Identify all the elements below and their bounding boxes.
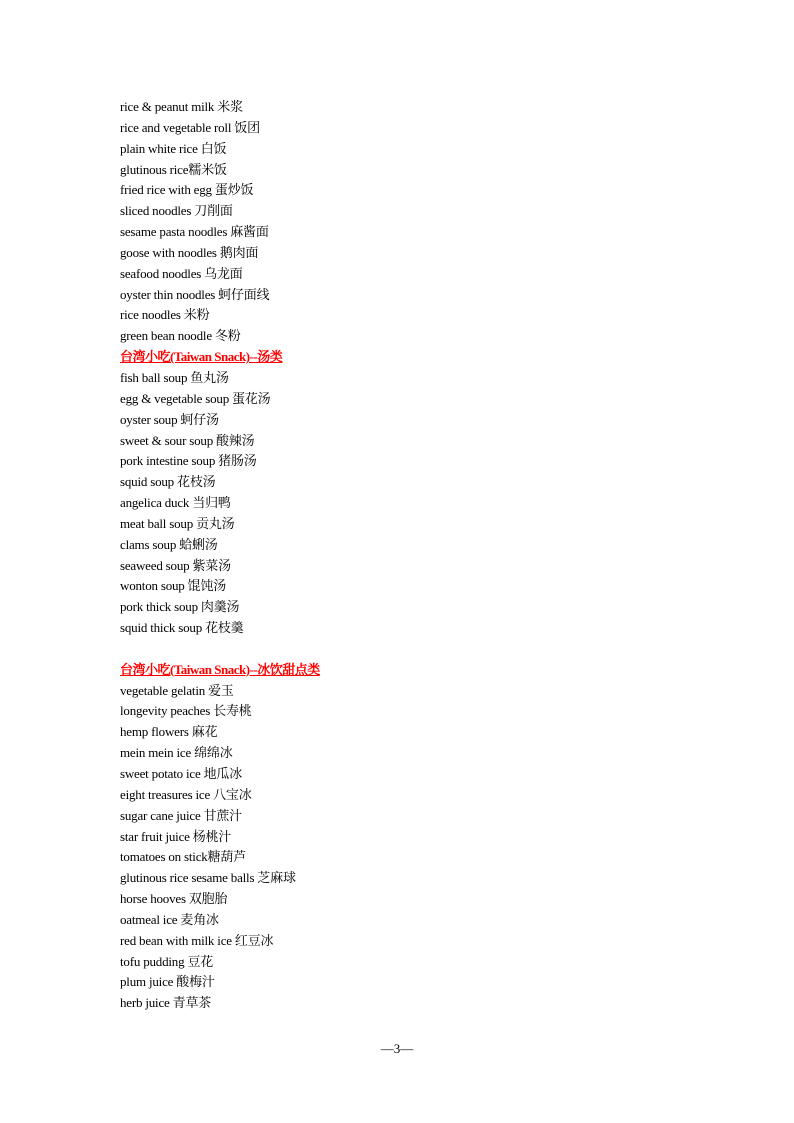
list-item: oyster thin noodles 蚵仔面线 [120,286,270,302]
list-item: sliced noodles 刀削面 [120,203,233,219]
list-item: oatmeal ice 麦角冰 [120,911,219,927]
list-item: wonton soup 馄饨汤 [120,578,227,594]
list-item: oyster soup 蚵仔汤 [120,411,219,427]
list-item: tomatoes on stick糖葫芦 [120,849,246,865]
list-item: rice noodles 米粉 [120,307,210,323]
list-item: seaweed soup 紫菜汤 [120,557,231,573]
list-item: horse hooves 双胞胎 [120,891,228,907]
list-item: egg & vegetable soup 蛋花汤 [120,390,271,406]
document-body [120,97,720,1014]
list-item: star fruit juice 杨桃汁 [120,828,232,844]
list-item: angelica duck 当归鸭 [120,495,231,511]
list-item: rice & peanut milk 米浆 [120,99,243,114]
list-item: sugar cane juice 甘蔗汁 [120,807,242,823]
list-item: hemp flowers 麻花 [120,724,218,740]
list-item: sweet & sour soup 酸辣汤 [120,432,255,448]
list-item: sweet potato ice 地瓜冰 [120,766,242,781]
list-item: glutinous rice糯米饭 [120,161,227,177]
list-item: mein mein ice 绵绵冰 [120,745,233,761]
list-item: goose with noodles 鹅肉面 [120,244,259,260]
soups-list [120,368,720,639]
list-item: plum juice 酸梅汁 [120,974,215,990]
list-item: herb juice 青草茶 [120,995,212,1011]
list-item: sesame pasta noodles 麻酱面 [120,224,269,240]
list-item: tofu pudding 豆花 [120,953,214,969]
list-item: meat ball soup 贡丸汤 [120,515,235,531]
list-item: plain white rice 白饭 [120,140,227,156]
list-item: eight treasures ice 八宝冰 [120,786,252,802]
list-item: longevity peaches 长寿桃 [120,703,252,719]
soups-section-heading: 台湾小吃(Taiwan Snack)--汤类 [120,349,283,365]
rice-noodles-list [120,97,720,347]
page-number: —3— [380,1041,414,1056]
list-item: pork thick soup 肉羹汤 [120,599,240,615]
list-item: fish ball soup 鱼丸汤 [120,369,229,385]
list-item: fried rice with egg 蛋炒饭 [120,182,254,198]
section-spacer [120,639,720,660]
list-item: vegetable gelatin 爱玉 [120,682,234,698]
desserts-list [120,681,720,1015]
list-item: clams soup 蛤蜊汤 [120,536,218,552]
list-item: glutinous rice sesame balls 芝麻球 [120,870,296,886]
list-item: red bean with milk ice 红豆冰 [120,932,274,948]
list-item: squid soup 花枝汤 [120,474,216,490]
list-item: rice and vegetable roll 饭团 [120,119,260,135]
list-item: green bean noodle 冬粉 [120,328,241,344]
desserts-section-heading: 台湾小吃(Taiwan Snack)--冰饮甜点类 [120,661,320,677]
list-item: squid thick soup 花枝羹 [120,620,244,636]
list-item: seafood noodles 乌龙面 [120,265,243,281]
list-item: pork intestine soup 猪肠汤 [120,453,257,469]
